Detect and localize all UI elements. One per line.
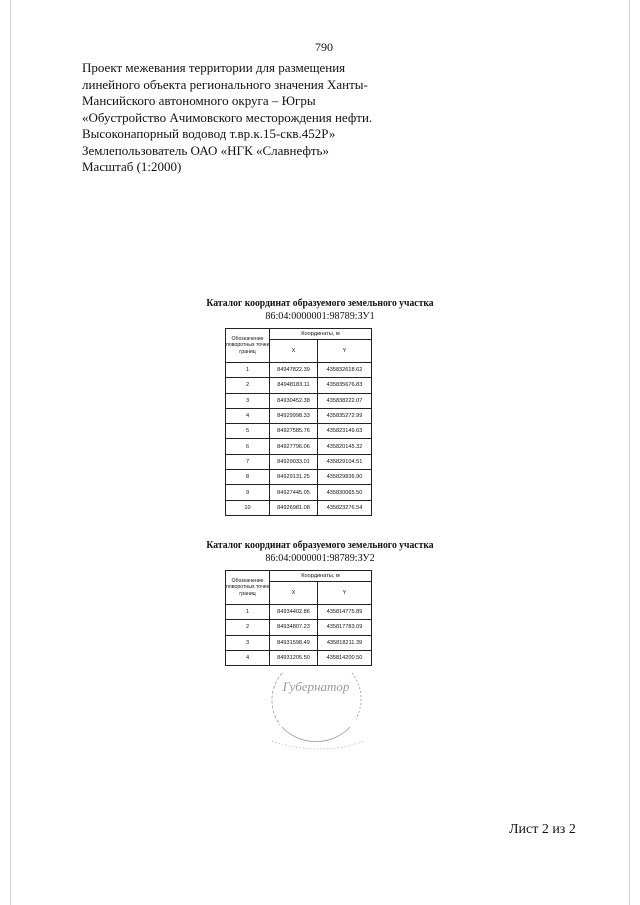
table-row <box>226 620 372 635</box>
coord-x: 84927445.05 <box>270 485 318 500</box>
coord-x: 84934807.23 <box>270 620 318 635</box>
coord-x: 84927585.76 <box>270 424 318 439</box>
seal-stamp <box>260 655 372 755</box>
table-row <box>226 605 372 620</box>
table-row <box>226 454 372 469</box>
coord-x: 84947822.39 <box>270 363 318 378</box>
table-row <box>226 500 372 515</box>
header-line: Масштаб (1:2000) <box>82 159 182 174</box>
point-number: 2 <box>226 378 270 393</box>
stamp-text: Губернатор <box>282 679 350 694</box>
header-x: X <box>270 340 318 363</box>
sheet-label: Лист 2 из 2 <box>509 822 576 837</box>
point-number: 5 <box>226 424 270 439</box>
point-number: 1 <box>226 363 270 378</box>
coord-y: 435823276.54 <box>318 500 372 515</box>
coord-x: 84931598.49 <box>270 635 318 650</box>
catalog-subtitle: 86:04:0000001:98789:ЗУ2 <box>265 552 375 564</box>
header-line: линейного объекта регионального значения Ханты- <box>82 76 368 92</box>
coord-x: 84934402.86 <box>270 605 318 620</box>
point-number: 6 <box>226 439 270 454</box>
coord-y: 435817783.09 <box>318 620 372 635</box>
coord-x: 84931205.50 <box>270 650 318 665</box>
coordinates-table-2 <box>225 570 372 666</box>
point-number: 4 <box>226 408 270 423</box>
header-line: Высоконапорный водовод т.вр.к.15-скв.452Р» <box>82 126 336 141</box>
coord-x: 84930452.38 <box>270 393 318 408</box>
coord-y: 435835676.83 <box>318 378 372 393</box>
coord-x: 84929033.01 <box>270 454 318 469</box>
coord-y: 435830065.50 <box>318 485 372 500</box>
point-number: 1 <box>226 605 270 620</box>
coord-x: 84929131.25 <box>270 470 318 485</box>
table-row <box>226 363 372 378</box>
header-point: Обозначение поворотных точек границ <box>226 329 270 363</box>
table-row <box>226 470 372 485</box>
header-x: X <box>270 582 318 605</box>
document-header <box>82 60 382 176</box>
coord-y: 435832618.62 <box>318 363 372 378</box>
coord-y: 435820145.32 <box>318 439 372 454</box>
table-row <box>226 393 372 408</box>
catalog-title-text: Каталог координат образуемого земельного участка <box>206 298 434 309</box>
page-number: 790 <box>315 40 333 54</box>
point-number: 3 <box>226 635 270 650</box>
table-row <box>226 378 372 393</box>
header-coordinates: Координаты, м <box>270 329 372 340</box>
table-row <box>226 635 372 650</box>
coordinates-table-1 <box>225 328 372 516</box>
point-number: 8 <box>226 470 270 485</box>
coord-x: 84948183.11 <box>270 378 318 393</box>
page-edge-left <box>10 0 11 905</box>
coord-y: 435814775.89 <box>318 605 372 620</box>
catalog-title-text: Каталог координат образуемого земельного участка <box>206 540 434 551</box>
point-number: 10 <box>226 500 270 515</box>
header-coordinates: Координаты, м <box>270 571 372 582</box>
page-edge-right <box>629 0 630 905</box>
coord-x: 84927796.06 <box>270 439 318 454</box>
table-row <box>226 424 372 439</box>
catalog-subtitle: 86:04:0000001:98789:ЗУ1 <box>265 310 375 322</box>
coord-y: 435814200.50 <box>318 650 372 665</box>
point-number: 4 <box>226 650 270 665</box>
coord-y: 435829104.51 <box>318 454 372 469</box>
coord-y: 435823149.63 <box>318 424 372 439</box>
coord-y: 435835272.99 <box>318 408 372 423</box>
point-number: 3 <box>226 393 270 408</box>
catalog-title-1 <box>164 297 477 323</box>
coord-x: 84929998.33 <box>270 408 318 423</box>
coord-y: 435838222.07 <box>318 393 372 408</box>
header-line: Мансийского автономного округа – Югры <box>82 93 316 108</box>
table-row <box>226 439 372 454</box>
table-row <box>226 408 372 423</box>
coord-y: 435829836.90 <box>318 470 372 485</box>
point-number: 2 <box>226 620 270 635</box>
coord-y: 435818211.39 <box>318 635 372 650</box>
header-point: Обозначение поворотных точек границ <box>226 571 270 605</box>
table-row <box>226 485 372 500</box>
coord-x: 84926981.08 <box>270 500 318 515</box>
header-line: Землепользователь ОАО «НГК «Славнефть» <box>82 142 329 158</box>
header-line: Проект межевания территории для размещения <box>82 60 346 75</box>
header-line: «Обустройство Ачимовского месторождения нефти. <box>82 109 373 125</box>
point-number: 7 <box>226 454 270 469</box>
catalog-title-2 <box>164 539 477 565</box>
header-y: Y <box>318 582 372 605</box>
header-y: Y <box>318 340 372 363</box>
point-number: 9 <box>226 485 270 500</box>
